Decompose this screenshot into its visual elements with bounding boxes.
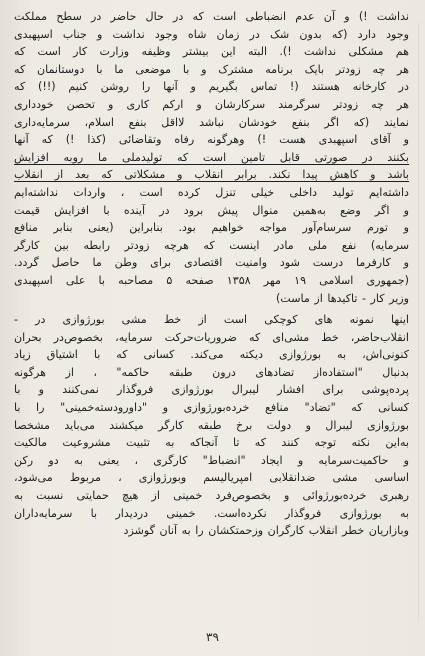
- text-line: و تورم سرسام‌آور مواجه خواهیم بود. بنابراین (یعنی بنابر منافع: [14, 221, 409, 235]
- text-line: و حاکمیت‌سرمایه و ایجاد "انضباط" کارگری ، یعنی به دو رکن: [14, 453, 409, 467]
- text-line: هر چه زودتر سرگرمند سرکارشان و ارکم کاری و تحصن خودداری: [14, 97, 409, 111]
- text-line: هر چه زودتر بایک برنامه مشترک و با موضعی ما با دوستانمان که: [14, 62, 409, 76]
- text-line: و کارفرما درست شود وامنیت اقتصادی برای وطن ما حاصل گردد.: [14, 256, 409, 270]
- page-number: ۳۹: [206, 630, 219, 644]
- text-line: نداشت !) و آن عدم انضباطی است که در حال حاضر در سطح مملکت: [14, 10, 409, 23]
- text-line: سرمایه) نفع ملی مادر اینست که هرچه زودتر رابطه بین کارگر: [14, 238, 409, 252]
- text-line: هم مشکلی نداشت !). البته این بیشتر وظیفه وزارت کار است که: [14, 45, 409, 59]
- text-line: در کارخانه هستند (! تماس بگیریم و آنها را روشن کنیم (!!) که: [14, 80, 409, 94]
- text-line: به‌این نکته توجه کنند که تا آنجاکه به تثبیت مشروعیت مالکیت: [14, 436, 409, 450]
- text-line: و اگر وضع به‌همین منوال پیش برود در آینده با افزایش قیمت: [14, 203, 409, 217]
- text-line: وبازاریان خطر انقلاب کارگران وزحمتکشان را به آنان گوشزد: [123, 524, 409, 538]
- text-line: بکنند در صورتی قابل تامین است که تولیدملی ما روبه افزایش: [14, 150, 409, 164]
- text-line: کسانی که "تضاد" منافع خرده‌بورژوازی و "داورودسته‌خمینی" را با: [14, 401, 409, 415]
- page-edge-shadow: [418, 22, 419, 622]
- text-line: پرده‌پوشی برای افشار لیبرال بورژوازی فروگذار نمی‌کنند و با: [14, 383, 409, 397]
- text-line: وجود دارد (که بدون شک در زمان شاه وجود نداشت و جناب اسپهبدی: [14, 27, 409, 41]
- text-line: نمایند (که اگر بنفع خودشان نباشد لااقل بنفع اسلام، سرمایه‌داری: [14, 115, 409, 129]
- text-line: و آقای اسپهبدی هست !) وهرگونه رفاه وتقاضائی (کذا !) که آنها: [14, 133, 409, 147]
- text-line: اساسی مشی ضدانقلابی امپریالیسم وبورژوازی ، مربوط می‌شود،: [14, 471, 409, 485]
- paragraph-analysis: [14, 311, 409, 540]
- text-line: به بورژوازی فروگذار نکرده‌است. خمینی دردیدار با سرمایه‌داران: [14, 506, 409, 520]
- text-line: (جمهوری اسلامی ۱۹ مهر ۱۳۵۸ صفحه ۵ مصاحبه با علی اسپهبدی: [14, 273, 409, 287]
- document-body: [14, 8, 409, 540]
- text-line: انقلاب‌حاضر، خط مشی‌ای که ضروریات‌حرکت سرمایه، بخصوص‌در بحران: [14, 330, 409, 344]
- text-line: رهبری خرده‌بورژوائی و بخصوص‌فرد خمینی از هیچ حمایتی نسبت به: [14, 489, 409, 503]
- text-line: کنونی‌اش، به بورژوازی دیکته می‌کند. کسانی که با اشتیاق زیاد: [14, 348, 409, 362]
- text-line: بدنبال "استفاده‌از تضادهای درون طبقه حاکمه" ، از هرگونه: [14, 365, 409, 379]
- text-line: وزیر کار - تاکیدها از ماست): [275, 291, 409, 305]
- text-line: باشد و کاهش پیدا نکند. برابر انقلاب و مشکلاتی که بعد از انقلاب: [14, 168, 409, 182]
- paragraph-interview-quote: [14, 8, 409, 307]
- text-line: داشته‌ایم تولید داخلی خیلی تنزل کرده است ، واردات نداشته‌ایم: [14, 185, 409, 199]
- text-line: اینها نمونه های کوچکی است از خط مشی بورژوازی در -: [14, 313, 409, 327]
- text-line: بورژوازی لیبرال و دولت برخ طبقه کارگر میکشند می‌باید مشخصا: [14, 418, 409, 432]
